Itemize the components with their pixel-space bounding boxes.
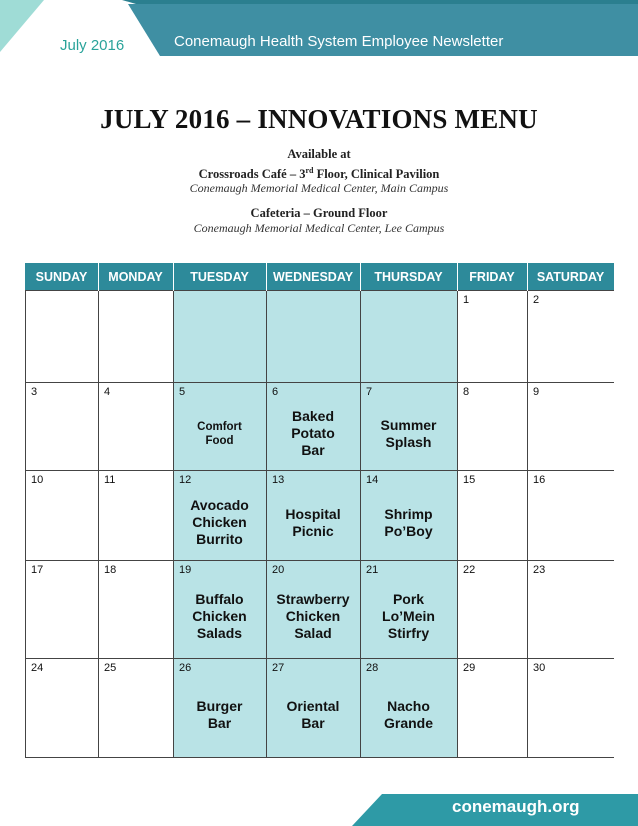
date-number: 2 (533, 294, 540, 306)
date-number: 11 (104, 474, 116, 486)
location-1-subtitle: Conemaugh Memorial Medical Center, Main Campus (189, 181, 449, 195)
date-number: 13 (272, 474, 285, 486)
date-number: 25 (104, 662, 117, 674)
date-number: 10 (31, 474, 44, 486)
date-number: 8 (463, 386, 470, 398)
location-2-subtitle: Conemaugh Memorial Medical Center, Lee Campus (193, 221, 445, 235)
day-header-thursday: THURSDAY (374, 270, 443, 284)
menu-item: Burger Bar (196, 698, 243, 732)
date-number: 24 (31, 662, 44, 674)
day-header-saturday: SATURDAY (536, 270, 605, 284)
day-header-tuesday: TUESDAY (190, 270, 249, 284)
date-number: 22 (463, 564, 476, 576)
date-number: 14 (366, 474, 379, 486)
date-number: 16 (533, 474, 546, 486)
menu-item: Hospital Picnic (285, 506, 341, 540)
date-number: 28 (366, 662, 379, 674)
date-number: 15 (463, 474, 476, 486)
date-number: 3 (31, 386, 38, 398)
menu-item: Avocado Chicken Burrito (190, 497, 249, 548)
menu-title: JULY 2016 – INNOVATIONS MENU (100, 104, 538, 134)
day-header-monday: MONDAY (108, 270, 163, 284)
menu-item: Baked Potato Bar (291, 408, 335, 459)
menu-item: Comfort Food (197, 421, 242, 448)
date-number: 18 (104, 564, 117, 576)
location-2-name: Cafeteria – Ground Floor (250, 206, 388, 220)
menu-item: Buffalo Chicken Salads (192, 591, 247, 642)
location-1-name: Crossroads Café – 3rd Floor, Clinical Pavilion (198, 166, 440, 182)
menu-item: Shrimp Po’Boy (384, 506, 433, 540)
date-number: 20 (272, 564, 285, 576)
date-number: 27 (272, 662, 285, 674)
available-at-label: Available at (287, 147, 351, 161)
month-label: July 2016 (60, 37, 125, 54)
date-number: 6 (272, 386, 279, 398)
menu-item: Summer Splash (380, 417, 437, 451)
date-number: 19 (179, 564, 192, 576)
date-number: 30 (533, 662, 546, 674)
day-header-sunday: SUNDAY (35, 270, 88, 284)
date-number: 12 (179, 474, 192, 486)
menu-item: Nacho Grande (383, 698, 433, 732)
day-header-friday: FRIDAY (469, 270, 515, 284)
date-number: 4 (104, 386, 111, 398)
newsletter-title: Conemaugh Health System Employee Newsletter (174, 33, 504, 50)
date-number: 29 (463, 662, 476, 674)
date-number: 5 (179, 386, 186, 398)
date-number: 17 (31, 564, 44, 576)
date-number: 9 (533, 386, 540, 398)
date-number: 23 (533, 564, 546, 576)
menu-item: Strawberry Chicken Salad (276, 591, 350, 642)
date-number: 26 (179, 662, 192, 674)
website-link[interactable]: conemaugh.org (452, 797, 580, 816)
date-number: 1 (463, 294, 470, 306)
menu-item: Oriental Bar (286, 698, 340, 732)
day-header-wednesday: WEDNESDAY (272, 270, 354, 284)
date-number: 7 (366, 386, 373, 398)
menu-item: Pork Lo’Mein Stirfry (382, 591, 435, 642)
date-number: 21 (366, 564, 379, 576)
